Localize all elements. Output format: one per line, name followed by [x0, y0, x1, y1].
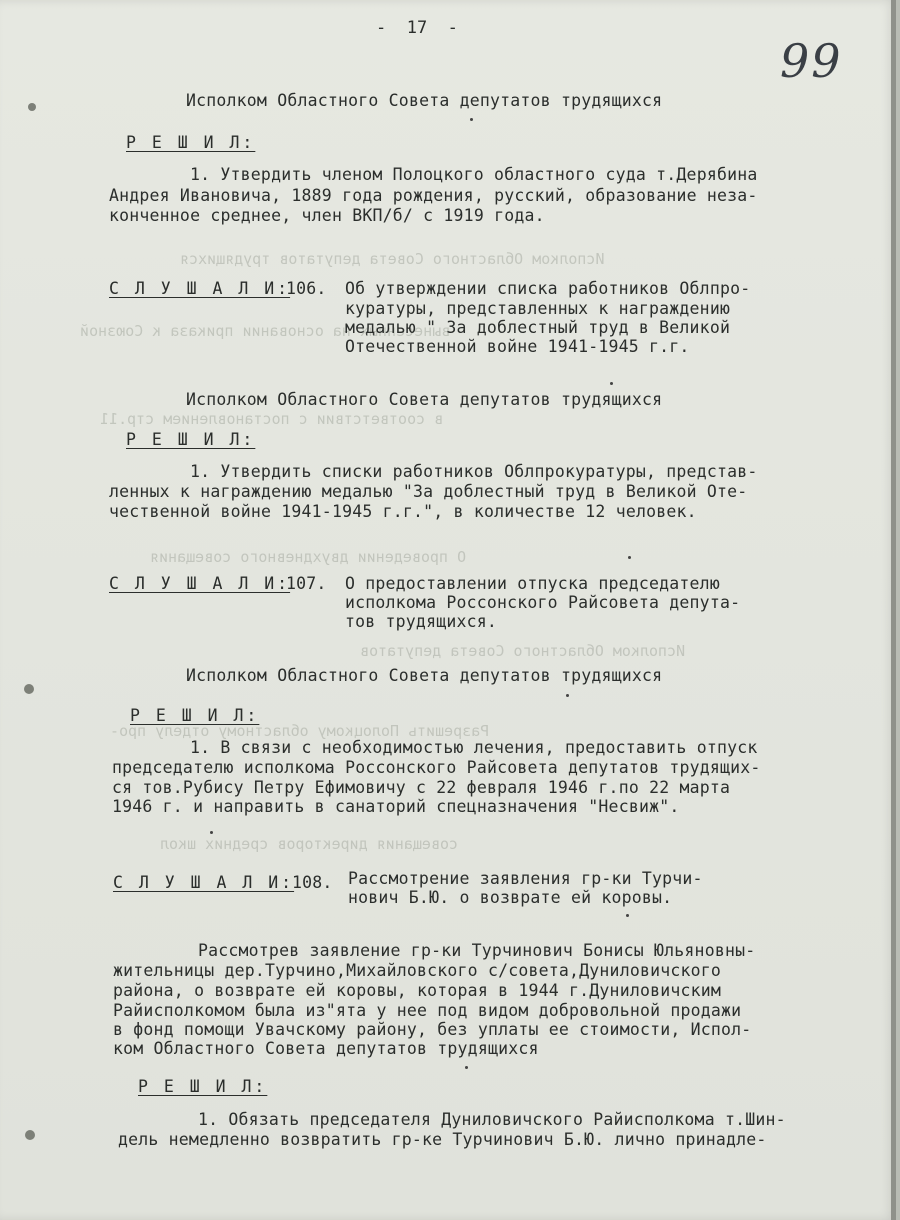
page-edge — [891, 0, 896, 1220]
paragraph-line: жительницы дер.Турчино,Михайловского с/совета,Дуниловичского — [113, 961, 722, 980]
heading-ispolkom: Исполком Областного Совета депутатов трудящихся — [186, 91, 663, 110]
paragraph-line: чественной войне 1941-1945 г.г.", в количестве 12 человек. — [109, 502, 697, 521]
paragraph-line: Рассмотрев заявление гр-ки Турчинович Бонисы Юльяновны- — [198, 941, 756, 960]
archive-number: 99 — [780, 34, 843, 88]
paragraph-line: в фонд помощи Увачскому району, без уплаты ее стоимости, Испол- — [113, 1020, 752, 1039]
heading-ispolkom: Исполком Областного Совета депутатов трудящихся — [186, 666, 663, 685]
paragraph-line: Андрея Ивановича, 1889 года рождения, русский, образование неза- — [109, 186, 758, 205]
item-text-line: тов трудящихся. — [345, 612, 498, 631]
paragraph-line: ся тов.Рубису Петру Ефимовичу с 22 февраля 1946 г.по 22 марта — [112, 778, 731, 797]
item-text-line: нович Б.Ю. о возврате ей коровы. — [348, 888, 673, 907]
item-text-line: куратуры, представленных к награждению — [345, 299, 731, 318]
item-text-line: Рассмотрение заявления гр-ки Турчи- — [348, 869, 703, 888]
paragraph-line: ком Областного Совета депутатов трудящихся — [113, 1039, 539, 1058]
paragraph-line: 1. В связи с необходимостью лечения, предоставить отпуск — [190, 738, 758, 757]
label-reshil: Р Е Ш И Л: — [126, 133, 256, 152]
paragraph-line: 1946 г. и направить в санаторий спецназначения "Несвиж". — [112, 797, 680, 816]
label-slushali: С Л У Ш А Л И: — [109, 279, 291, 298]
label-slushali: С Л У Ш А Л И: — [109, 574, 291, 593]
ink-speck — [210, 831, 213, 834]
item-number: 106. — [286, 279, 327, 298]
label-reshil: Р Е Ш И Л: — [130, 706, 260, 725]
ink-speck — [470, 118, 473, 121]
page-number: - 17 - — [376, 18, 458, 38]
paragraph-line: конченное среднее, член ВКП/б/ с 1919 года. — [109, 206, 545, 225]
ink-speck — [566, 694, 569, 697]
ink-speck — [628, 556, 631, 559]
paragraph-line: 1. Утвердить списки работников Облпрокуратуры, представ- — [190, 462, 758, 481]
item-text-line: исполкома Россонского Райсовета депута- — [345, 593, 741, 612]
punch-hole — [24, 684, 34, 694]
label-reshil: Р Е Ш И Л: — [126, 430, 256, 449]
punch-hole — [28, 103, 36, 111]
punch-hole — [25, 1130, 35, 1140]
item-number: 107. — [286, 574, 327, 593]
item-text-line: Об утверждении списка работников Облпро- — [345, 279, 751, 298]
document-page: Исполком Областного Совета депутатов трудящихся вынесенных на основании приказа к Союзной в соответствии с постановлением стр.11 О проведении двухдневного совещания Исполком Областного Совета депутатов Разрешить Полоцкому областному отделу про- совещания директоров средних школ - 17 - 99 Исполком Областного Совета депутатов трудящихся Р Е Ш И Л: 1. Утвердить членом Полоцкого областного суда т.Дерябина Андрея Ивановича, 1889 года рождения, русский, образование неза- конченное среднее, член ВКП/б/ с 1919 года. С Л У Ш А Л И: 106. Об утверждении списка работников Облпро- куратуры, представленных к награждению медалью " За доблестный труд в Великой Отечественной войне 1941-1945 г.г. Исполком Областного Совета депутатов трудящихся Р Е Ш И Л: 1. Утвердить списки работников Облпрокуратуры, представ- ленных к награждению медалью "За доблестный труд в Великой Оте- чественной войне 1941-1945 г.г.", в количестве 12 человек. С Л У Ш А Л И: 107. О предоставлении отпуска председателю исполкома Россонского Райсовета депута- тов трудящихся. Исполком Областного Совета депутатов трудящихся Р Е Ш И Л: 1. В связи с необходимостью лечения, предоставить отпуск председателю исполкома Россонского Райсовета депутатов трудящих- ся тов.Рубису Петру Ефимовичу с 22 февраля 1946 г.по 22 марта 1946 г. и направить в санаторий спецназначения "Несвиж". С Л У Ш А Л И: 108. Рассмотрение заявления гр-ки Турчи- нович Б.Ю. о возврате ей коровы. Рассмотрев заявление гр-ки Турчинович Бонисы Юльяновны- жительницы дер.Турчино,Михайловского с/совета,Дуниловичского района, о возврате ей коровы, которая в 1944 г.Дуниловичским Райисполкомом была из"ята у нее под видом добровольной продажи в фонд помощи Увачскому району, без уплаты ее стоимости, Испол- ком Областного Совета депутатов трудящихся Р Е Ш И Л: 1. Обязать председателя Дуниловичского Райисполкома т.Шин- дель немедленно возвратить гр-ке Турчинович Б.Ю. лично принадле- — [0, 0, 896, 1220]
item-number: 108. — [292, 873, 333, 892]
ink-speck — [465, 1066, 468, 1069]
item-text-line: Отечественной войне 1941-1945 г.г. — [345, 337, 690, 356]
paragraph-line: района, о возврате ей коровы, которая в 1944 г.Дуниловичским — [113, 981, 722, 1000]
heading-ispolkom: Исполком Областного Совета депутатов трудящихся — [186, 390, 663, 409]
item-text-line: О предоставлении отпуска председателю — [345, 574, 720, 593]
paragraph-line: 1. Обязать председателя Дуниловичского Райисполкома т.Шин- — [198, 1110, 786, 1129]
paragraph-line: председателю исполкома Россонского Райсовета депутатов трудящих- — [112, 758, 761, 777]
ink-speck — [610, 382, 613, 385]
paragraph-line: дель немедленно возвратить гр-ке Турчинович Б.Ю. лично принадле- — [118, 1130, 767, 1149]
label-reshil: Р Е Ш И Л: — [138, 1077, 268, 1096]
ink-speck — [626, 914, 629, 917]
paragraph-line: Райисполкомом была из"ята у нее под видом добровольной продажи — [113, 1001, 742, 1020]
paragraph-line: 1. Утвердить членом Полоцкого областного суда т.Дерябина — [190, 165, 758, 184]
paragraph-line: ленных к награждению медалью "За доблестный труд в Великой Оте- — [109, 482, 748, 501]
label-slushali: С Л У Ш А Л И: — [113, 873, 295, 892]
item-text-line: медалью " За доблестный труд в Великой — [345, 318, 731, 337]
